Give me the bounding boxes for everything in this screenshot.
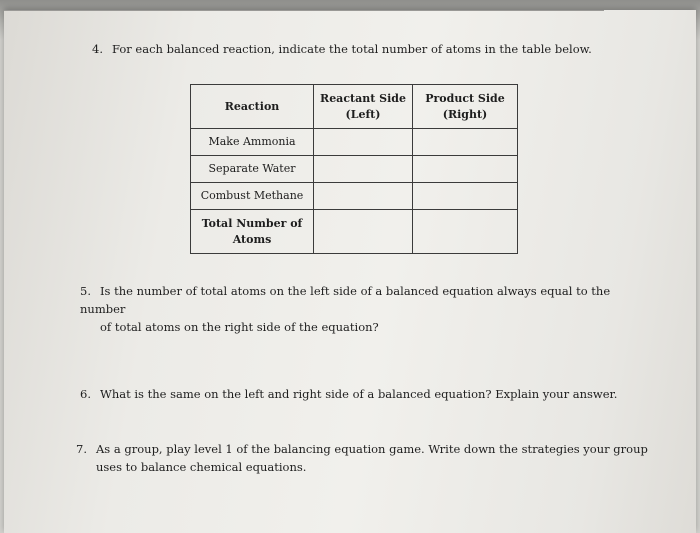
question-7-number: 7. — [76, 442, 87, 456]
row-label-total-atoms: Total Number of Atoms — [191, 210, 314, 254]
question-6-text: What is the same on the left and right side of a balanced equation? Explain your answer. — [100, 387, 618, 401]
question-4-number: 4. — [92, 42, 103, 56]
header-product-side — [413, 85, 518, 129]
question-4-text: For each balanced reaction, indicate the total number of atoms in the table below. — [112, 42, 592, 56]
cell-make-ammonia-product — [413, 129, 518, 156]
row-label-make-ammonia: Make Ammonia — [191, 129, 314, 156]
cell-total-product — [413, 210, 518, 254]
question-7-line2: uses to balance chemical equations. — [96, 460, 307, 474]
cell-make-ammonia-reactant — [314, 129, 413, 156]
header-reactant-side — [314, 85, 413, 129]
question-7 — [76, 440, 656, 476]
question-5 — [80, 282, 640, 336]
row-label-separate-water: Separate Water — [191, 156, 314, 183]
cell-separate-water-reactant — [314, 156, 413, 183]
header-reactant-line2: (Left) — [345, 107, 381, 121]
atoms-table — [190, 84, 518, 254]
question-5-number: 5. — [80, 284, 91, 298]
header-reaction: Reaction — [191, 85, 314, 129]
question-7-line1: As a group, play level 1 of the balancing equation game. Write down the strategies your group — [96, 442, 648, 456]
question-5-line1: Is the number of total atoms on the left side of a balanced equation always equal to the number — [80, 284, 611, 316]
row-label-combust-methane: Combust Methane — [191, 183, 314, 210]
question-4 — [92, 40, 592, 58]
header-reactant-line1: Reactant Side — [320, 91, 406, 105]
table-total-row — [191, 210, 518, 254]
question-5-line2: of total atoms on the right side of the equation? — [100, 320, 379, 334]
table-row — [191, 156, 518, 183]
cell-combust-methane-product — [413, 183, 518, 210]
header-product-line1: Product Side — [425, 91, 505, 105]
question-6 — [80, 385, 617, 403]
header-product-line2: (Right) — [442, 107, 488, 121]
cell-combust-methane-reactant — [314, 183, 413, 210]
question-6-number: 6. — [80, 387, 91, 401]
table-row — [191, 129, 518, 156]
cell-separate-water-product — [413, 156, 518, 183]
cell-total-reactant — [314, 210, 413, 254]
table-header-row — [191, 85, 518, 129]
table-row — [191, 183, 518, 210]
page-edge-rule — [4, 10, 604, 11]
